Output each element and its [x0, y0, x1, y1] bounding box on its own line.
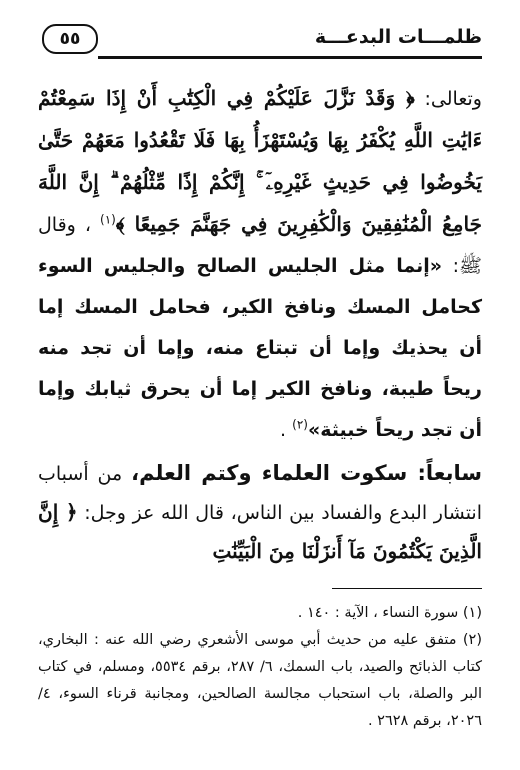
header-rule	[98, 56, 482, 59]
footnote-ref-1: (١)	[100, 212, 116, 227]
main-paragraph	[38, 78, 482, 451]
salutation-glyph: ﷺ	[459, 255, 482, 277]
section-seven	[38, 454, 482, 571]
colon-text: :	[442, 255, 460, 277]
connector-text: ، وقال	[38, 214, 100, 236]
footnotes	[38, 600, 482, 735]
intro-text: وتعالى:	[414, 88, 482, 110]
footnote-ref-2: (٢)	[292, 417, 308, 432]
hadith-text: «إنما مثل الجليس الصالح والجليس السوء كحامل المسك ونافخ الكير، فحامل المسك إما أن يحذيك وإما أن تبتاع منه، وإما أن تجد منه ريحاً طيبة، ونافخ الكير إما أن يحرق ثيابك وإما أن تجد ريحاً خبيثة»	[38, 255, 482, 441]
section-quran-verse: ﴿ إِنَّ الَّذِينَ يَكْتُمُونَ مَآ أَنزَلْنَا مِنَ الْبَيِّنَٰتِ	[38, 500, 482, 563]
section-text: من أسباب انتشار البدع والفساد بين الناس، قال الله عز وجل:	[38, 463, 482, 524]
page-number: ٥٥	[42, 24, 98, 54]
footnote-1: (١) سورة النساء ، الآية : ١٤٠ .	[297, 605, 482, 621]
page-header	[38, 22, 482, 62]
footnote-rule	[332, 588, 482, 589]
footnote-2: (٢) متفق عليه من حديث أبي موسى الأشعري رضي الله عنه : البخاري، كتاب الذبائح والصيد، باب السمك، ٦/ ٢٨٧، برقم ٥٥٣٤، ومسلم، في كتاب البر والصلة، باب استحباب مجالسة الصالحين، ومجانبة قرناء السوء، ٤/ ٢٠٢٦، برقم ٢٦٢٨ .	[38, 632, 482, 729]
paragraph-end: .	[280, 419, 293, 441]
running-title: ظلمـــات البدعـــة	[314, 26, 482, 48]
section-heading: سابعاً: سكوت العلماء وكتم العلم،	[131, 461, 483, 485]
quran-verse: ﴿ وَقَدْ نَزَّلَ عَلَيْكُمْ فِي الْكِتَٰبِ أَنْ إِذَا سَمِعْتُمْ ءَايَٰتِ اللَّهِ يُكْفَرُ بِهَا وَيُسْتَهْزَأُ بِهَا فَلَا تَقْعُدُوا مَعَهُمْ حَتَّىٰ يَخُوضُوا فِي حَدِيثٍ غَيْرِهِۦٓ ۚ إِنَّكُمْ إِذًا مِّثْلُهُمْ ۗ إِنَّ اللَّهَ جَامِعُ الْمُنَٰفِقِينَ وَالْكَٰفِرِينَ فِي جَهَنَّمَ جَمِيعًا ﴾	[38, 86, 482, 236]
